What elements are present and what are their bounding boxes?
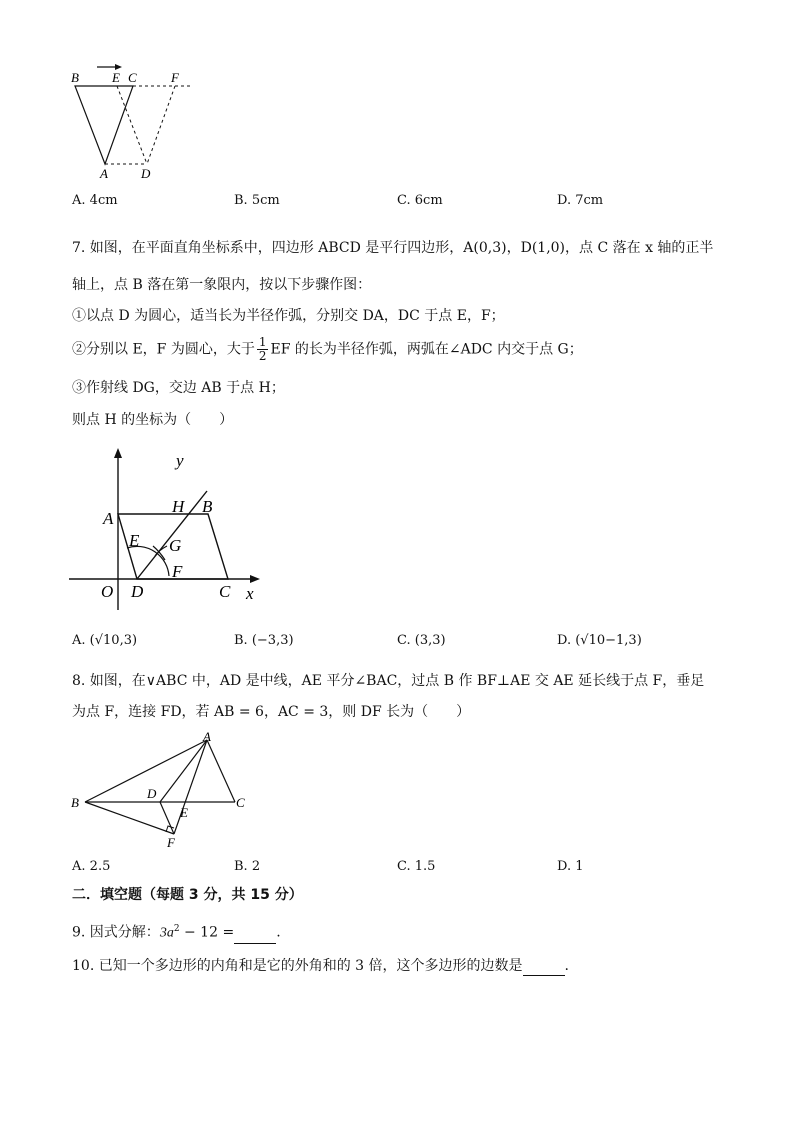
q7-coordinate-figure	[65, 442, 270, 612]
x-axis-arrow-icon	[250, 575, 260, 583]
q6-option-c: C. 6cm	[397, 193, 443, 208]
q7-label-E: E	[129, 531, 140, 550]
q7-label-B: B	[202, 497, 213, 516]
q8-stem-line1: 8. 如图，在∨ABC 中，AD 是中线，AE 平分∠BAC，过点 B 作 BF⊥AE 交 AE 延长线于点 F，垂足	[72, 673, 705, 689]
median-ad	[160, 740, 207, 802]
q7-label-A: A	[103, 509, 114, 528]
q8-triangle-figure	[65, 728, 255, 850]
q6-option-a: A. 4cm	[72, 193, 118, 208]
q8-option-c: C. 1.5	[397, 859, 436, 874]
segment-bf	[85, 802, 174, 834]
q8-stem-line2: 为点 F，连接 FD，若 AB = 6，AC = 3，则 DF 长为（ ）	[72, 704, 471, 720]
q6-figure	[60, 55, 210, 185]
dashed-fd	[147, 86, 175, 164]
q8-label-A: A	[203, 729, 211, 744]
q7-option-a: A. (√10,3)	[72, 633, 138, 648]
q8-option-b: B. 2	[234, 859, 261, 874]
q6-label-C: C	[128, 70, 137, 85]
q7-step1: ①以点 D 为圆心，适当长为半径作弧，分别交 DA，DC 于点 E，F；	[72, 308, 505, 324]
q7-question: 则点 H 的坐标为（ ）	[72, 412, 234, 428]
q7-label-y: y	[176, 451, 184, 470]
q8-label-C: C	[236, 795, 245, 810]
q8-label-F: F	[167, 835, 175, 850]
q7-label-D: D	[131, 582, 144, 601]
arc-ef	[127, 546, 169, 576]
q9: 9. 因式分解：$3a^2 - 12$ = .	[72, 919, 281, 944]
q7-stem-line1: 7. 如图，在平面直角坐标系中，四边形 ABCD 是平行四边形，A(0,3)，D(1,0)，点 C 落在 x 轴的正半	[72, 240, 714, 256]
q7-step2: ②分别以 E，F 为圆心，大于 $\frac{1}{2}$ EF 的长为半径作弧，两弧在∠ADC 内交于点 G；	[72, 335, 583, 363]
dashed-ed	[117, 86, 147, 164]
q7-label-H: H	[172, 497, 185, 516]
q7-label-O: O	[101, 582, 114, 601]
y-axis-arrow-icon	[114, 448, 122, 458]
q7-stem-line2: 轴上，点 B 落在第一象限内，按以下步骤作图：	[72, 277, 372, 293]
q10: 10. 已知一个多边形的内角和是它的外角和的 3 倍，这个多边形的边数是 .	[72, 958, 569, 974]
q9-answer-blank[interactable]	[234, 929, 276, 944]
q8-label-B: B	[71, 795, 79, 810]
q8-label-D: D	[147, 786, 157, 801]
q8-label-E: E	[180, 805, 188, 820]
side-ac	[207, 740, 235, 802]
q7-label-F: F	[172, 562, 183, 581]
q8-option-d: D. 1	[557, 859, 584, 874]
q6-option-b: B. 5cm	[234, 193, 280, 208]
fraction-half: $\frac{1}{2}$	[258, 335, 267, 363]
q7-option-b: B. (−3,3)	[234, 633, 294, 648]
q10-answer-blank[interactable]	[523, 961, 565, 976]
q7-step3: ③作射线 DG，交边 AB 于点 H；	[72, 380, 285, 396]
q6-label-E: E	[112, 70, 120, 85]
q7-option-d: D. (√10−1,3)	[557, 633, 642, 648]
q6-label-D: D	[141, 166, 151, 181]
q7-label-C: C	[219, 582, 231, 601]
q6-label-B: B	[71, 70, 79, 85]
q6-label-F: F	[171, 70, 179, 85]
q8-option-a: A. 2.5	[72, 859, 111, 874]
q6-label-A: A	[100, 166, 108, 181]
triangle-abc	[75, 86, 133, 164]
q7-option-c: C. (3,3)	[397, 633, 446, 648]
q6-option-d: D. 7cm	[557, 193, 604, 208]
q7-label-x: x	[246, 584, 254, 603]
section-title-fill-in: 二．填空题（每题 3 分，共 15 分）	[72, 887, 303, 903]
q7-label-G: G	[169, 536, 182, 555]
